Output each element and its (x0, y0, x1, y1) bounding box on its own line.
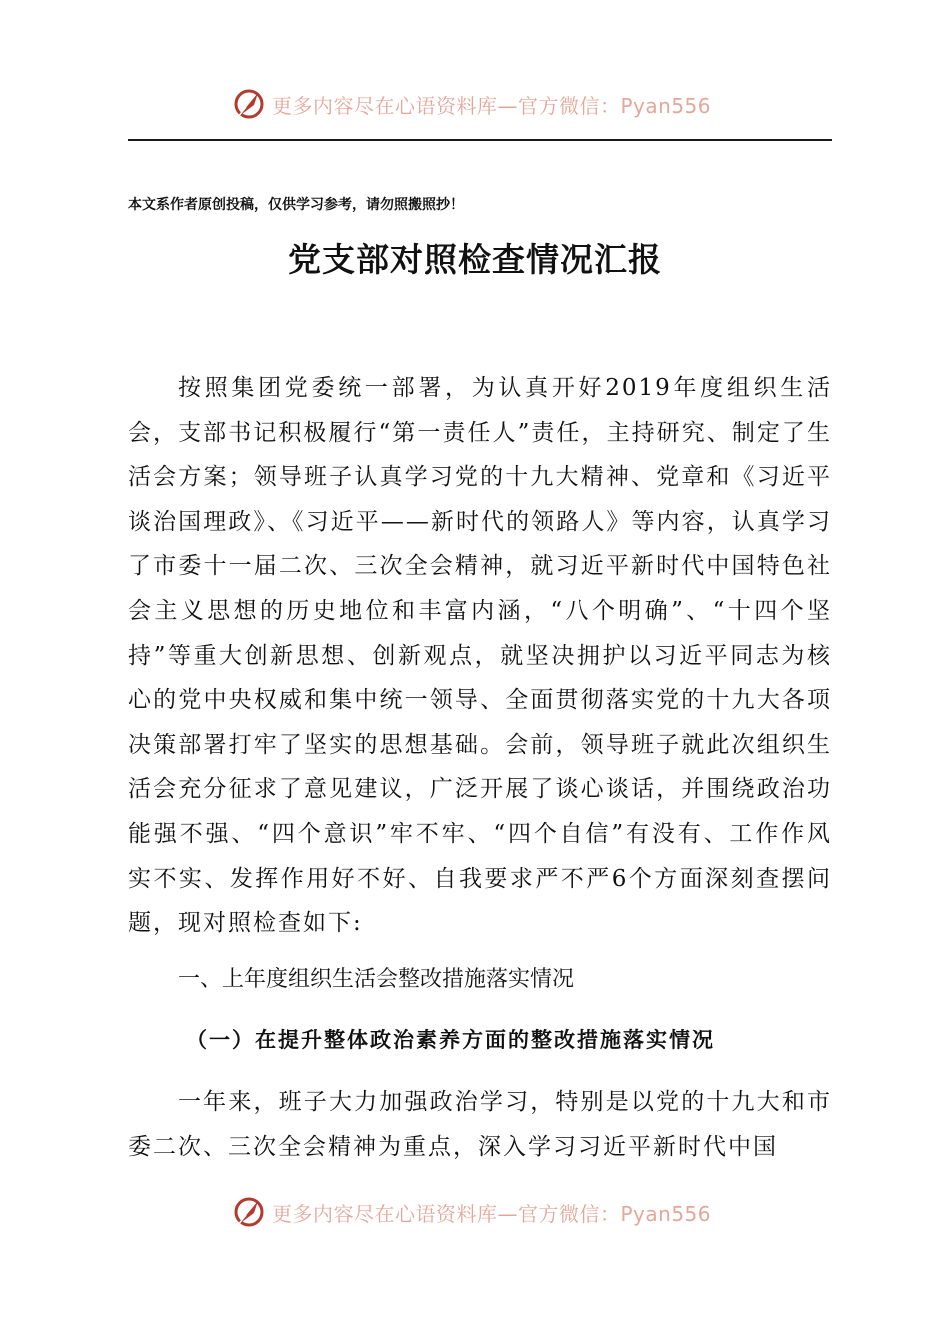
section-heading-1: 一、上年度组织生活会整改措施落实情况 (178, 967, 575, 992)
document-title: 党支部对照检查情况汇报 (288, 240, 662, 279)
body-paragraph-1: 按照集团党委统一部署，为认真开好2019年度组织生活会，支部书记积极履行“第一责任人”责任，主持研究、制定了生活会方案；领导班子认真学习党的十九大精神、党章和《习近平谈治国理政》、《习近平——新时代的领路人》等内容，认真学习了市委十一届二次、三次全会精神，就习近平新时代中国特色社会主义思想的历史地位和丰富内涵，“八个明确”、“十四个坚持”等重大创新思想、创新观点，就坚决拥护以习近平同志为核心的党中央权威和集中统一领导、全面贯彻落实党的十九大各项决策部署打牢了坚实的思想基础。会前，领导班子就此次组织生活会充分征求了意见建议，广泛开展了谈心谈话，并围绕政治功能强不强、“四个意识”牢不牢、“四个自信”有没有、工作作风实不实、发挥作用好不好、自我要求严不严6个方面深刻查摆问题，现对照检查如下: (128, 375, 832, 937)
header-divider (128, 139, 832, 141)
header-banner (232, 86, 711, 122)
footer-banner-text: 更多内容尽在心语资料库—官方微信：Pyan556 (272, 1201, 712, 1226)
footer-banner (232, 1194, 711, 1230)
copyright-notice: 本文系作者原创投稿，仅供学习参考，请勿照搬照抄！ (128, 197, 464, 213)
body-paragraph-2: 一年来，班子大力加强政治学习，特别是以党的十九大和市委二次、三次全会精神为重点，深入学习习近平新时代中国 (128, 1089, 832, 1160)
header-banner-text: 更多内容尽在心语资料库—官方微信：Pyan556 (272, 93, 712, 118)
quill-logo-icon (232, 1195, 266, 1229)
subsection-heading-1: （一）在提升整体政治素养方面的整改措施落实情况 (186, 1027, 715, 1052)
quill-logo-icon (232, 87, 266, 121)
